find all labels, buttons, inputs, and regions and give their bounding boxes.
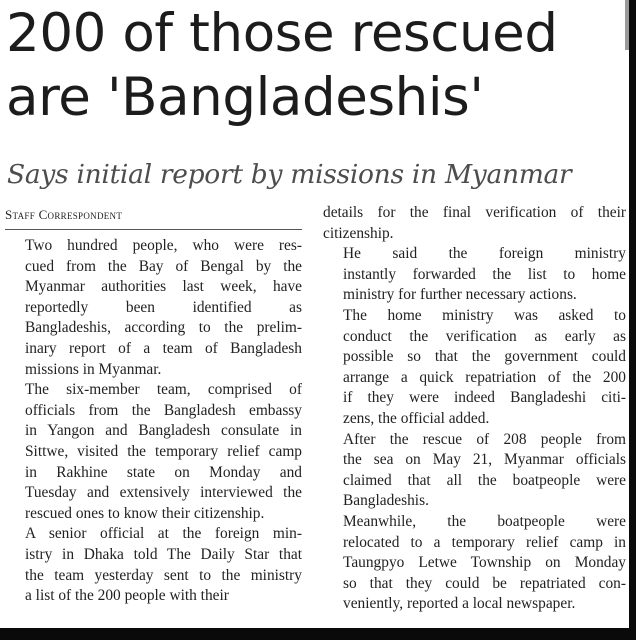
article-line: Taungpyo Letwe Township on Monday: [343, 554, 626, 572]
article-line: in Yangon and Bangladesh consulate in: [25, 422, 302, 440]
article-line: the team yesterday sent to the ministry: [25, 566, 302, 584]
article-line: The six-member team, comprised of: [25, 381, 302, 399]
article-line: zens, the official added.: [343, 409, 490, 427]
article-line: He said the foreign ministry: [343, 245, 626, 263]
article-byline: Staff Correspondent: [5, 207, 123, 222]
headline-line-2: are 'Bangladeshis': [6, 67, 484, 128]
article-line: reportedly been identified as: [25, 298, 302, 316]
article-line: details for the final verification of their: [323, 204, 626, 221]
article-line: conduct the verification as early as: [343, 327, 626, 345]
headline-line-1: 200 of those rescued: [6, 3, 558, 64]
scan-edge-right: [629, 0, 636, 640]
article-line: cued from the Bay of Bengal by the: [25, 257, 302, 275]
article-line: claimed that all the boatpeople were: [343, 471, 626, 489]
article-line: Sittwe, visited the temporary relief camp: [25, 442, 302, 460]
article-line: so that they could be repatriated con-: [343, 574, 626, 592]
article-paragraph: [323, 512, 626, 615]
article-line: After the rescue of 208 people from: [343, 430, 626, 448]
scan-edge-bottom: [0, 628, 636, 640]
article-line: veniently, reported a local newspaper.: [343, 595, 576, 613]
byline-divider: [5, 229, 302, 230]
article-line: arrange a quick repatriation of the 200: [343, 368, 626, 386]
article-line: ministry for further necessary actions.: [343, 286, 577, 304]
article-line: Meanwhile, the boatpeople were: [343, 512, 626, 530]
article-line: A senior official at the foreign min-: [25, 525, 302, 543]
article-line: the sea on May 21, Myanmar officials: [343, 451, 626, 469]
article-headline: [6, 2, 626, 130]
article-line: The home ministry was asked to: [343, 306, 626, 324]
article-line: relocated to a temporary relief camp in: [343, 533, 626, 551]
article-line: if they were indeed Bangladeshi citi-: [343, 389, 626, 407]
article-line: instantly forwarded the list to home: [343, 265, 626, 283]
article-line: possible so that the government could: [343, 348, 626, 366]
article-subhead: Says initial report by missions in Myanmar: [7, 159, 572, 190]
article-paragraph: [323, 244, 626, 306]
article-line: missions in Myanmar.: [25, 360, 162, 378]
article-line: inary report of a team of Bangladesh: [25, 339, 302, 357]
article-line: istry in Dhaka told The Daily Star that: [25, 545, 302, 563]
article-paragraph: [5, 380, 302, 524]
article-paragraph: [5, 524, 302, 606]
article-line: Two hundred people, who were res-: [25, 237, 302, 254]
article-line: Bangladeshis, according to the prelim-: [25, 319, 302, 337]
article-line: in Rakhine state on Monday and: [25, 463, 302, 481]
article-line: Myanmar authorities last week, have: [25, 278, 302, 296]
article-column-right: [323, 203, 626, 628]
article-line: citizenship.: [323, 224, 394, 242]
article-paragraph: [323, 306, 626, 430]
article-column-left: [5, 236, 302, 628]
article-line: rescued ones to know their citizenship.: [25, 504, 265, 522]
article-line: a list of the 200 people with their: [25, 587, 229, 605]
article-line: officials from the Bangladesh embassy: [25, 401, 302, 419]
article-line: Tuesday and extensively interviewed the: [25, 484, 302, 502]
article-paragraph: [5, 236, 302, 380]
article-line: Bangladeshis.: [343, 492, 429, 510]
article-paragraph: [323, 203, 626, 244]
article-paragraph: [323, 430, 626, 512]
